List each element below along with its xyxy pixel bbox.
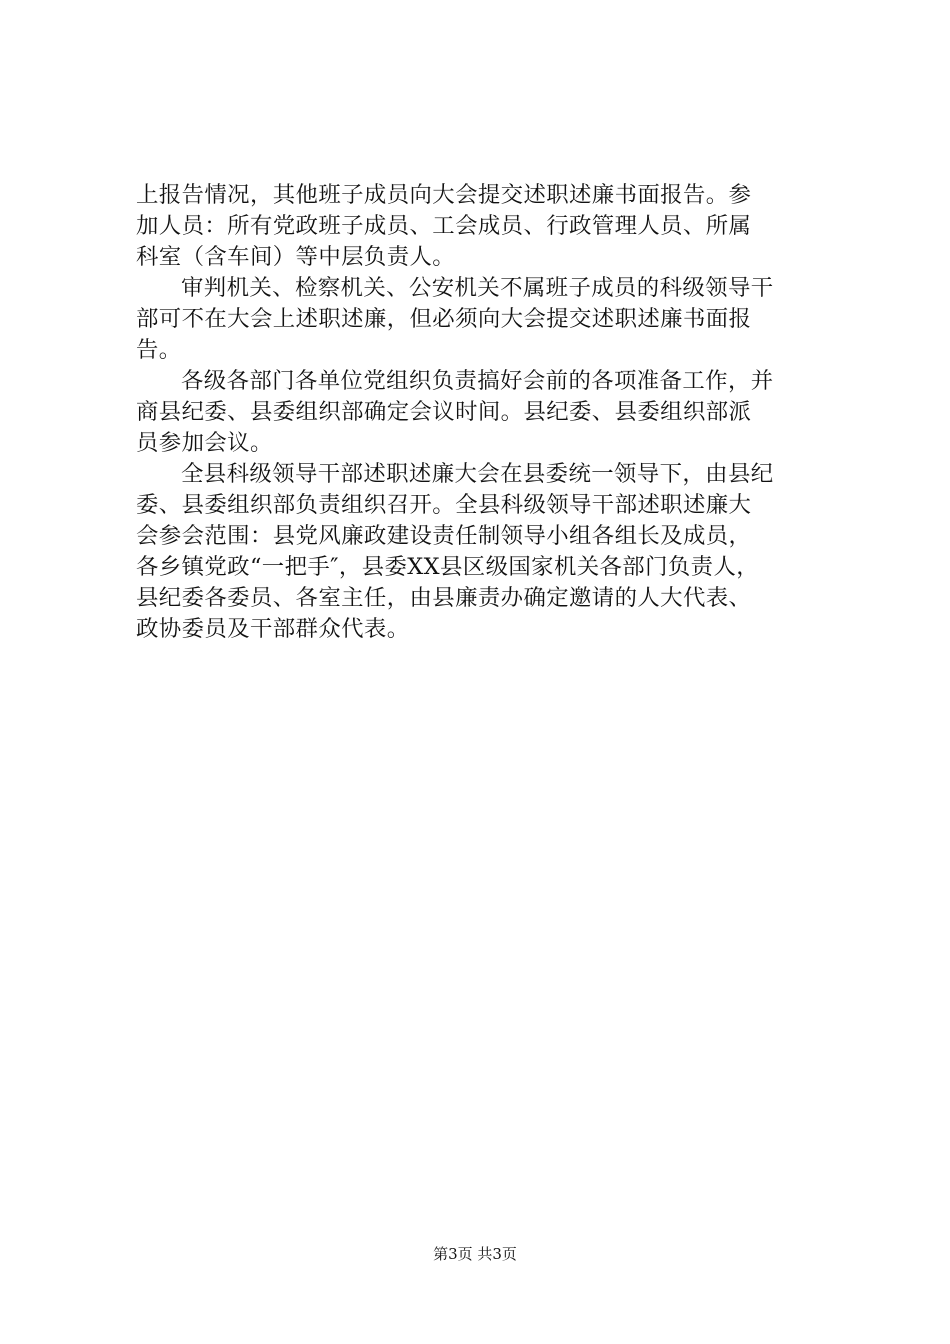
text-line: 科室（含车间）等中层负责人。 [136,244,456,270]
document-body [136,180,840,645]
text-line: 加人员：所有党政班子成员、工会成员、行政管理人员、所属 [136,213,752,239]
text-line: 会参会范围：县党风廉政建设责任制领导小组各组长及成员， [136,523,752,549]
text-line: 员参加会议。 [136,430,273,456]
text-line: 商县纪委、县委组织部确定会议时间。县纪委、县委组织部派 [136,399,752,425]
text-line: 各乡镇党政“一把手″，县委XX县区级国家机关各部门负责人， [136,554,760,580]
text-line: 县纪委各委员、各室主任，由县廉责办确定邀请的人大代表、 [136,585,752,611]
text-line: 部可不在大会上述职述廉，但必须向大会提交述职述廉书面报 [136,306,752,332]
text-line: 政协委员及干部群众代表。 [136,616,410,642]
page-footer [0,1243,950,1265]
paragraph-start-line: 审判机关、检察机关、公安机关不属班子成员的科级领导干 [181,275,774,301]
page-number-label: 第3页 共3页 [433,1245,517,1263]
text-line: 委、县委组织部负责组织召开。全县科级领导干部述职述廉大 [136,492,752,518]
paragraph-start-line: 全县科级领导干部述职述廉大会在县委统一领导下，由县纪 [181,461,774,487]
paragraph-start-line: 各级各部门各单位党组织负责搞好会前的各项准备工作，并 [181,368,774,394]
text-line: 告。 [136,337,182,363]
text-line: 上报告情况，其他班子成员向大会提交述职述廉书面报告。参 [136,182,752,208]
